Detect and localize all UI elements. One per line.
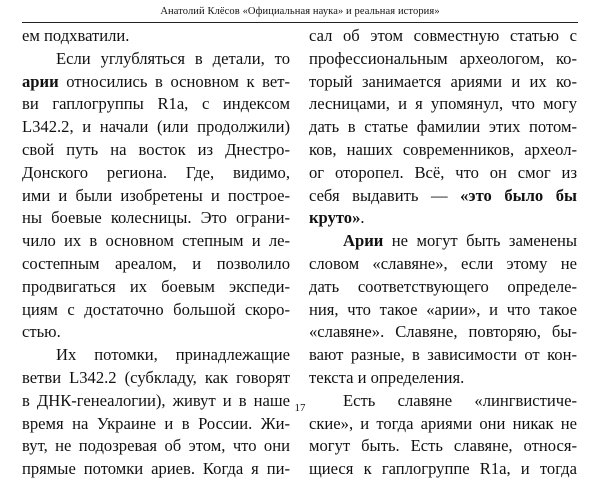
line-text: лесницами, и я упомянул, что могу xyxy=(309,94,577,114)
text-line xyxy=(22,207,290,230)
text-line xyxy=(309,458,577,481)
line-text: ими и были изобретены и построе- xyxy=(22,185,290,205)
line-text: состепным ареалом, и позволило xyxy=(22,253,290,273)
line-text: словом «славяне», если этому не xyxy=(309,253,577,273)
text-line xyxy=(309,299,577,322)
line-text: щиеся к гаплогруппе R1a, и тогда xyxy=(309,459,577,479)
text-line xyxy=(309,71,577,94)
line-text: вут, не подозревая об этом, что они xyxy=(22,436,290,456)
line-text: продвигаться их боевым экспеди- xyxy=(22,276,290,296)
line-text: Если углубляться в детали, то xyxy=(56,48,290,68)
bold-term: Арии xyxy=(343,231,384,251)
line-text: относились в основном к вет- xyxy=(58,71,290,91)
line-text: дать соответствующего определе- xyxy=(309,276,577,296)
line-text: Их потомки, принадлежащие xyxy=(56,345,290,365)
text-line xyxy=(22,48,290,71)
line-text: ны боевые колесницы. Это ограни- xyxy=(22,208,290,228)
line-text: профессиональным археологом, ко- xyxy=(309,48,577,68)
line-text: торый занимается ариями и их ко- xyxy=(309,71,577,91)
text-line xyxy=(22,93,290,116)
line-text: в ДНК-генеалогии), живут и в наше xyxy=(22,390,290,410)
text-line xyxy=(309,435,577,458)
text-line xyxy=(22,321,290,344)
text-line xyxy=(22,253,290,276)
text-line xyxy=(22,25,290,48)
text-line xyxy=(22,185,290,208)
text-line xyxy=(309,139,577,162)
line-text: . xyxy=(360,208,365,228)
text-line xyxy=(22,116,290,139)
text-line xyxy=(309,185,577,208)
page-number: 17 xyxy=(294,402,306,414)
line-text: ем подхватили. xyxy=(22,26,130,45)
text-line xyxy=(309,413,577,436)
text-line xyxy=(309,253,577,276)
line-text: сал об этом совместную статью с xyxy=(309,26,577,45)
line-text: дать в статье фамилии этих потом- xyxy=(309,117,577,137)
text-line xyxy=(22,435,290,458)
line-text: ские», и тогда ариями они никак не xyxy=(309,413,577,433)
text-line xyxy=(309,344,577,367)
text-line xyxy=(22,71,290,94)
line-text: текста и определения. xyxy=(309,367,465,387)
text-line xyxy=(309,321,577,344)
text-line xyxy=(309,25,577,48)
text-line xyxy=(22,344,290,367)
line-text: не могут быть заменены xyxy=(383,231,577,251)
text-line xyxy=(309,207,577,230)
text-line xyxy=(22,413,290,436)
text-line xyxy=(22,230,290,253)
line-text: ви гаплогруппы R1a, с индексом xyxy=(22,94,290,114)
line-text: прямые потомки ариев. Когда я пи- xyxy=(22,459,290,479)
header-rule xyxy=(22,22,578,23)
text-line xyxy=(22,162,290,185)
line-text: Есть славяне «лингвистиче- xyxy=(343,390,577,410)
line-text: вают разные, в зависимости от кон- xyxy=(309,345,577,365)
line-text: себя выдавить — xyxy=(309,185,461,205)
text-line xyxy=(309,48,577,71)
text-line xyxy=(309,276,577,299)
line-text: Донского региона. Где, видимо, xyxy=(22,162,290,182)
text-line xyxy=(22,458,290,481)
line-text: время на Украине и в России. Жи- xyxy=(22,413,290,433)
text-line xyxy=(309,116,577,139)
text-line xyxy=(22,276,290,299)
line-text: ветви L342.2 (субкладу, как говорят xyxy=(22,367,290,387)
text-line xyxy=(22,367,290,390)
line-text: стью. xyxy=(22,322,61,342)
text-line xyxy=(309,162,577,185)
running-header: Анатолий Клёсов «Официальная наука» и реальная история» xyxy=(160,6,440,17)
line-text: ог оторопел. Всё, что он смог из xyxy=(309,162,577,182)
line-text: циям с достаточно большой скоро- xyxy=(22,299,290,319)
line-text: могут быть. Есть славяне, относя- xyxy=(309,436,577,456)
line-text: «славяне». Славяне, повторяю, бы- xyxy=(309,322,577,342)
line-text: чило их в основном степным и ле- xyxy=(22,231,290,251)
line-text: ния, что такое «арии», и что такое xyxy=(309,299,577,319)
bold-term: круто» xyxy=(309,208,361,228)
text-line xyxy=(22,299,290,322)
line-text: свой путь на восток из Днестро- xyxy=(22,139,290,159)
text-line xyxy=(309,230,577,253)
bold-quote: «это было бы xyxy=(460,185,577,205)
text-line xyxy=(22,139,290,162)
line-text: L342.2, и начали (или продолжили) xyxy=(22,117,290,137)
line-text: ков, наших современников, археол- xyxy=(309,139,577,159)
text-line xyxy=(309,93,577,116)
bold-term: арии xyxy=(22,71,59,91)
text-line xyxy=(309,367,577,390)
